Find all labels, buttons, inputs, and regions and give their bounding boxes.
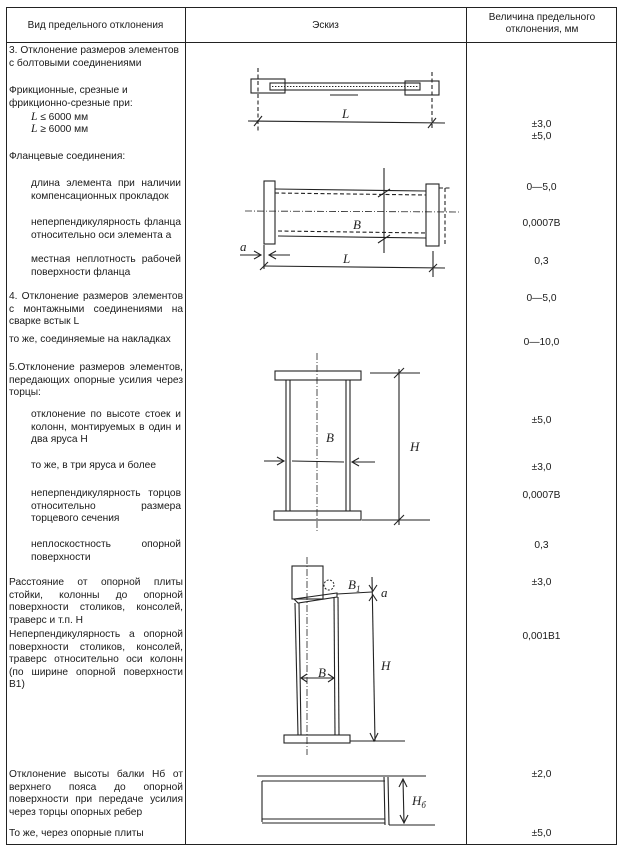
friction-joints: Фрикционные, срезные и фрикционно-срезные при: — [9, 85, 133, 109]
header-sketch: Эскиз — [312, 20, 339, 31]
value-section-5-height: ±5,0 — [531, 415, 552, 426]
value-support-perpendicularity: 0,001B1 — [522, 631, 561, 642]
sketch-arrowhead — [369, 585, 377, 591]
sketch-beam — [240, 765, 465, 835]
sketch-bottom-plate — [274, 511, 361, 520]
sketch-dim-line-B — [292, 461, 344, 462]
label-B1 — [348, 577, 360, 594]
value-friction-l2: ±5,0 — [531, 131, 552, 142]
sketch-left-plate — [251, 79, 285, 93]
flange-title: Фланцевые соединения: — [9, 151, 126, 162]
label-L: L — [342, 106, 350, 121]
section-5-three-tiers: то же, в три яруса и более — [31, 460, 156, 471]
value-flange-length: 0—5,0 — [526, 182, 557, 193]
value-section-5-three-tiers: ±3,0 — [531, 462, 552, 473]
sketch-bolt-circle — [324, 580, 334, 590]
variable-L: L — [31, 123, 38, 135]
section-3-title: 3. Отклонение размеров элементов с болтовыми соединениями — [9, 45, 179, 69]
column-divider-1 — [185, 7, 186, 845]
beam-support-plates: То же, через опорные плиты — [9, 828, 144, 839]
label-Hb — [411, 793, 426, 810]
sketch-bottom-edge — [278, 236, 426, 238]
beam-height-deviation: Отклонение высоты балки Hб от верхнего пояса до опорной поверхности при передаче усилия через торцы опорных ребер — [9, 769, 183, 818]
sketch-dim-line-H — [372, 577, 375, 741]
flange-local-gap: местная неплотность рабочей поверхности фланца — [31, 254, 181, 278]
label-B1-main: B — [348, 577, 356, 592]
sketch-wall — [299, 603, 301, 735]
flange-perpendicularity: неперпендикулярность фланца относительно оси элемента a — [31, 217, 181, 241]
sketch-arrowhead — [370, 733, 378, 741]
value-section-4-same: 0—10,0 — [523, 337, 560, 348]
section-5-title: 5.Отклонение размеров элементов, передающих опорные усилия через торцы: — [9, 362, 183, 399]
section-4-title: 4. Отклонение размеров элементов с монтажными соединениями на сварке встык L — [9, 291, 183, 328]
value-beam-plates: ±5,0 — [531, 828, 552, 839]
sketch-base-plate — [284, 735, 350, 743]
sketch-top-plate — [275, 371, 361, 380]
label-Hb-main: H — [412, 793, 422, 808]
section-4-same: то же, соединяемые на накладках — [9, 334, 171, 345]
variable-L: L — [31, 111, 38, 123]
sketch-ext-line — [337, 592, 372, 594]
label-a: a — [240, 239, 247, 254]
label-B1-sub: 1 — [355, 584, 361, 594]
sketch-axis — [245, 211, 460, 212]
sketch-column-bracket — [240, 545, 465, 760]
friction-l2 — [31, 123, 88, 137]
sketch-wall — [338, 597, 339, 735]
value-flange-perpendicularity: 0,0007B — [522, 218, 561, 229]
label-B: B — [326, 430, 334, 445]
value-friction-l1: ±3,0 — [531, 119, 552, 130]
section-5-perpendicularity: неперпендикулярность торцов относительно размера торцевого сечения — [31, 488, 181, 525]
support-perpendicularity: Неперпендикулярность a опорной поверхности столиков, консолей, траверс относительно оси колонн (по ширине опорной поверхности B1) — [9, 629, 183, 691]
value-section-5-flatness: 0,3 — [534, 540, 549, 551]
label-L: L — [343, 251, 351, 266]
header-divider — [6, 42, 617, 43]
header-tolerance: Величина предельного отклонения, мм — [488, 12, 596, 35]
value-section-4: 0—5,0 — [526, 293, 557, 304]
value-distance: ±3,0 — [531, 577, 552, 588]
sketch-flange-joint — [240, 165, 465, 295]
label-B: B — [318, 665, 326, 680]
sketch-bolted-joint — [240, 60, 465, 135]
sketch-right-flange — [426, 184, 439, 246]
sketch-dim-line-Hb — [403, 779, 404, 823]
sketch-dim-line-L — [248, 121, 445, 123]
value-flange-local-gap: 0,3 — [534, 256, 549, 267]
sketch-dim-line-L — [264, 266, 445, 268]
label-H: H — [381, 658, 391, 673]
sketch-end-rib — [384, 777, 385, 825]
value-section-5-perpendicularity: 0,0007B — [522, 490, 561, 501]
label-a: a — [381, 585, 388, 600]
sketch-wall — [334, 597, 335, 735]
distance-to-support: Расстояние от опорной плиты стойки, колонны до опорной поверхности столиков, консолей, траверс и т.п. H — [9, 577, 183, 626]
label-B: B — [353, 217, 361, 232]
flange-length: длина элемента при наличии компенсационных прокладок — [31, 178, 181, 202]
header-deviation-type: Вид предельного отклонения — [27, 20, 164, 31]
section-5-height: отклонение по высоте стоек и колонн, монтируемых в один и два яруса H — [31, 409, 181, 446]
sketch-wall — [295, 603, 298, 735]
friction-l1-text: ≤ 6000 мм — [37, 112, 89, 123]
sketch-top-edge — [275, 189, 426, 191]
label-Hb-sub: б — [421, 800, 426, 810]
sketch-end-rib — [388, 777, 389, 825]
sketch-left-flange — [264, 181, 275, 244]
friction-l2-text: ≥ 6000 мм — [37, 124, 89, 135]
sketch-bracket — [294, 593, 337, 603]
sketch-arrowhead — [369, 595, 377, 601]
sketch-column-top — [292, 566, 323, 599]
value-beam-height: ±2,0 — [531, 769, 552, 780]
label-H: H — [410, 439, 420, 454]
sketch-bottom-dash — [278, 231, 426, 233]
sketch-column-ends — [240, 345, 465, 540]
sketch-top-dash — [275, 193, 426, 195]
section-5-flatness: неплоскостность опорной поверхности — [31, 539, 181, 563]
